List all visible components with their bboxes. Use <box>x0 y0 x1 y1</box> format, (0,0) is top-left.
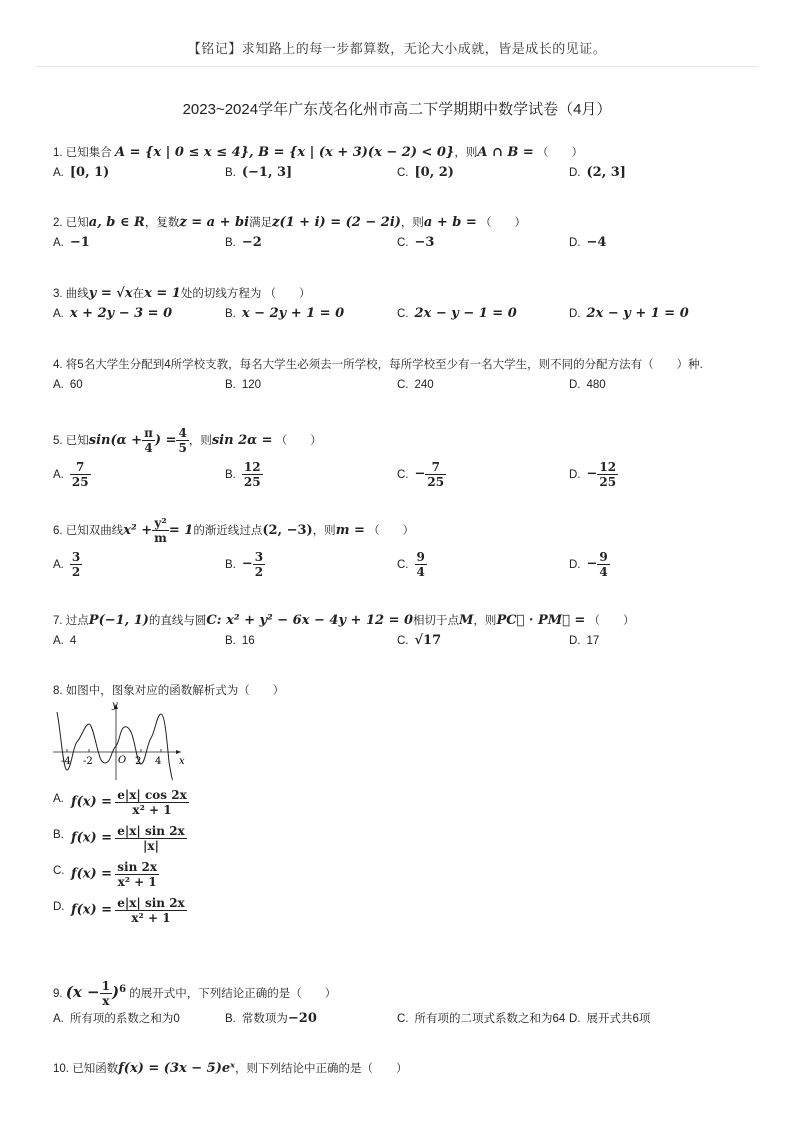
math-expression: y = √x <box>88 286 133 301</box>
question-number: 3. <box>53 288 63 300</box>
question-number: 9. <box>53 987 63 1000</box>
math-expression: C: x² + y² − 6x − 4y + 12 = 0 <box>206 613 414 628</box>
denominator: 5 <box>178 441 187 456</box>
motto-header: 【铭记】求知路上的每一步都算数，无论大小成就，皆是成长的见证。 <box>187 42 607 57</box>
question-number: 5. <box>53 435 63 447</box>
tick-label: -4 <box>61 756 71 767</box>
x-axis-label: x <box>179 756 185 767</box>
option-label: B. <box>225 468 236 481</box>
option-label: C. <box>397 167 409 179</box>
option-value: −4 <box>586 235 607 250</box>
option-sign: − <box>414 466 426 482</box>
y-axis-label: y <box>112 702 118 711</box>
math-expression: f(x) = (3x − 5)eˣ <box>118 1061 236 1076</box>
option-c[interactable] <box>397 234 434 252</box>
option-label: A. <box>53 167 64 179</box>
x-axis-arrow <box>176 750 181 754</box>
option-b[interactable] <box>225 376 261 394</box>
option-value: [0, 2) <box>414 165 454 180</box>
question-text: 满足 <box>249 217 273 229</box>
numerator: 3 <box>254 550 264 564</box>
option-c[interactable] <box>53 860 753 896</box>
question-number: 2. <box>53 217 63 229</box>
answer-blank: （ ） <box>480 217 527 229</box>
option-label: B. <box>225 1013 236 1025</box>
denominator: m <box>154 531 167 546</box>
option-label: A. <box>53 308 64 320</box>
question-text: 处的切线方程为 <box>180 288 262 300</box>
option-fraction <box>597 550 609 579</box>
option-label: B. <box>225 635 236 647</box>
question-text: 的渐近线过点 <box>193 525 263 537</box>
options <box>53 234 753 254</box>
option-value: 所有项的系数之和为0 <box>69 1013 180 1025</box>
denominator: 4 <box>416 565 425 579</box>
option-label: C. <box>397 558 409 571</box>
option-d[interactable] <box>569 164 626 182</box>
option-value: −2 <box>241 235 262 250</box>
question-text: 已知 <box>65 435 89 447</box>
question-text: 的直线与圆 <box>148 615 207 627</box>
option-label: C. <box>397 468 409 481</box>
option-value: −1 <box>69 235 90 250</box>
question-number: 4. <box>53 359 63 371</box>
option-a[interactable] <box>53 164 109 182</box>
option-label: C. <box>397 237 409 249</box>
option-a[interactable] <box>53 234 90 252</box>
math-expression: P(−1, 1) <box>88 613 149 628</box>
tick-label: 4 <box>155 756 162 767</box>
question-number: 1. <box>53 147 63 159</box>
fraction <box>142 426 155 455</box>
question-number: 6. <box>53 525 63 537</box>
question-number: 7. <box>53 615 63 627</box>
question-text: ，则 <box>400 217 424 229</box>
question-9 <box>53 972 753 1030</box>
question-6 <box>53 514 753 586</box>
option-value: [0, 1) <box>69 165 110 180</box>
math-expression: A ∩ B = <box>477 145 534 160</box>
function-name: f(x) = <box>71 866 113 882</box>
answer-blank: （ ） <box>536 147 583 159</box>
option-a[interactable] <box>53 632 76 650</box>
math-expression: (x − <box>65 982 100 1001</box>
numerator: e|x| cos 2x <box>117 788 187 802</box>
option-label: D. <box>569 237 581 249</box>
header-divider <box>36 66 758 67</box>
numerator: 1 <box>101 979 110 994</box>
function-curve <box>57 712 173 780</box>
option-a[interactable] <box>53 788 753 824</box>
option-label: A. <box>53 468 64 481</box>
options <box>53 164 753 184</box>
option-value: 展开式共6项 <box>586 1013 651 1025</box>
option-label: A. <box>53 793 64 805</box>
exponent: 6 <box>119 984 127 995</box>
option-b[interactable] <box>225 164 292 182</box>
numerator: 12 <box>599 460 617 474</box>
math-expression: = 1 <box>168 523 194 538</box>
option-label: C. <box>397 379 409 391</box>
option-d[interactable] <box>569 632 599 650</box>
origin-label: O <box>118 755 127 766</box>
option-c[interactable] <box>397 632 441 650</box>
option-fraction <box>253 550 265 579</box>
question-text: ，则 <box>312 525 336 537</box>
question-10 <box>53 1060 753 1078</box>
option-b[interactable] <box>225 550 265 579</box>
question-text: 已知 <box>65 217 89 229</box>
math-expression: (2, −3) <box>262 523 313 538</box>
option-label: C. <box>397 635 409 647</box>
denominator: |x| <box>143 839 159 853</box>
question-text: 将5名大学生分配到4所学校支教，每名大学生必须去一所学校，每所学校至少有一名大学生，则不同的分配方法有（ ）种. <box>65 359 703 371</box>
option-label: C. <box>397 308 409 320</box>
math-expression: x = 1 <box>144 286 181 301</box>
numerator: 9 <box>599 550 608 564</box>
numerator: e|x| sin 2x <box>117 896 185 910</box>
option-b[interactable] <box>225 1010 317 1028</box>
option-a[interactable] <box>53 1010 180 1028</box>
option-sign: − <box>586 556 598 572</box>
option-value: 17 <box>586 635 600 647</box>
numerator: sin 2x <box>117 860 158 874</box>
math-expression: m = <box>335 523 365 538</box>
option-label: A. <box>53 1013 64 1025</box>
question-text: ，则 <box>473 615 497 627</box>
question-8 <box>53 682 753 932</box>
option-value: 2x − y + 1 = 0 <box>586 306 689 321</box>
question-5 <box>53 424 753 496</box>
math-expression: ) <box>112 982 120 1001</box>
fraction <box>100 979 112 1008</box>
denominator: 25 <box>243 475 261 489</box>
option-c[interactable] <box>397 376 434 394</box>
option-label: B. <box>225 308 236 320</box>
question-text: ，复数 <box>144 217 180 229</box>
denominator: 2 <box>71 565 81 579</box>
option-fraction <box>115 824 186 853</box>
numerator: 12 <box>243 460 261 474</box>
question-text: 的展开式中，下列结论正确的是（ ） <box>129 987 337 1000</box>
option-value: 480 <box>586 379 606 391</box>
option-fraction <box>115 860 159 889</box>
numerator: 4 <box>178 426 187 441</box>
option-d[interactable] <box>569 1010 650 1028</box>
option-b[interactable] <box>225 632 255 650</box>
numerator: 9 <box>416 550 425 564</box>
question-text: 已知集合 <box>65 147 112 159</box>
answer-blank: （ ） <box>275 435 322 447</box>
option-label: D. <box>569 558 581 571</box>
option-label: A. <box>53 558 64 571</box>
numerator: e|x| sin 2x <box>117 824 185 838</box>
option-label: A. <box>53 379 64 391</box>
option-label: D. <box>569 468 581 481</box>
option-a[interactable] <box>53 376 83 394</box>
option-label: A. <box>53 635 64 647</box>
option-label: D. <box>569 308 581 320</box>
exam-title: 2023~2024学年广东茂名化州市高二下学期期中数学试卷（4月） <box>182 101 612 118</box>
option-c[interactable] <box>397 1010 565 1028</box>
denominator: 4 <box>144 441 153 456</box>
option-value: (−1, 3] <box>241 165 293 180</box>
math-expression: M <box>459 613 474 628</box>
option-fraction <box>115 788 188 817</box>
option-value: 240 <box>414 379 434 391</box>
numerator: 7 <box>70 460 91 475</box>
option-d[interactable] <box>569 305 689 323</box>
math-expression: sin(α + <box>88 433 143 448</box>
option-fraction <box>242 460 263 489</box>
option-value: 16 <box>241 635 255 647</box>
option-d[interactable] <box>569 550 610 579</box>
option-expression <box>71 860 159 889</box>
option-b[interactable] <box>53 824 753 860</box>
option-math: −20 <box>287 1011 317 1026</box>
math-expression: sin 2α = <box>211 433 273 448</box>
option-d[interactable] <box>569 460 618 489</box>
denominator: x² + 1 <box>117 875 157 889</box>
denominator: 2 <box>254 565 264 579</box>
option-value: 2x − y − 1 = 0 <box>414 306 517 321</box>
option-c[interactable] <box>397 305 517 323</box>
question-text: 相切于点 <box>413 615 460 627</box>
option-value: 常数项为 <box>241 1013 288 1025</box>
answer-blank: （ ） <box>368 525 415 537</box>
option-expression <box>71 896 187 925</box>
math-expression: x² + <box>123 523 153 538</box>
function-name: f(x) = <box>71 902 113 918</box>
option-label: C. <box>53 865 65 877</box>
option-sign: − <box>241 556 253 572</box>
option-fraction <box>415 550 427 579</box>
options <box>53 632 753 652</box>
tick-label: 2 <box>135 756 142 767</box>
question-text: 如图中，图象对应的函数解析式为（ ） <box>65 685 285 697</box>
math-expression: a + b = <box>423 215 477 230</box>
option-fraction <box>115 896 186 925</box>
option-b[interactable] <box>225 234 262 252</box>
denominator: x² + 1 <box>131 911 171 925</box>
question-text: ，则下列结论中正确的是（ ） <box>235 1063 408 1075</box>
math-expression: z = a + bi <box>179 215 250 230</box>
option-b[interactable] <box>225 460 263 489</box>
question-text: 在 <box>132 288 145 300</box>
function-name: f(x) = <box>71 794 113 810</box>
answer-blank: （ ） <box>588 615 635 627</box>
option-expression <box>71 824 187 853</box>
function-name: f(x) = <box>71 830 113 846</box>
option-label: D. <box>569 379 581 391</box>
option-label: D. <box>569 1013 581 1025</box>
math-expression: a, b ∈ R <box>88 215 145 230</box>
denominator: 4 <box>599 565 608 579</box>
option-fraction <box>70 550 82 579</box>
option-c[interactable] <box>397 550 427 579</box>
math-expression: ) = <box>154 433 177 448</box>
option-label: B. <box>225 167 236 179</box>
option-sign: − <box>586 466 598 482</box>
tick-label: -2 <box>83 756 93 767</box>
question-7 <box>53 612 753 652</box>
option-label: D. <box>569 167 581 179</box>
option-b[interactable] <box>225 305 344 323</box>
option-value: 所有项的二项式系数之和为64 <box>414 1013 566 1025</box>
options <box>53 550 753 586</box>
question-2 <box>53 214 753 254</box>
option-value: 60 <box>69 379 83 391</box>
option-value: −3 <box>414 235 435 250</box>
math-expression: PC⃗ · PM⃗ = <box>496 613 586 628</box>
options <box>53 788 753 932</box>
option-label: D. <box>569 635 581 647</box>
question-text: 已知函数 <box>72 1063 119 1075</box>
denominator: x² + 1 <box>132 803 172 817</box>
option-a[interactable] <box>53 305 172 323</box>
option-c[interactable] <box>397 460 446 489</box>
option-fraction <box>597 460 618 489</box>
options <box>53 305 753 325</box>
question-text: 已知双曲线 <box>65 525 124 537</box>
option-label: B. <box>53 829 64 841</box>
option-label: B. <box>225 237 236 249</box>
question-text: ，则 <box>454 147 478 159</box>
question-4 <box>53 356 753 396</box>
math-expression: A = {x | 0 ≤ x ≤ 4}, B = {x | (x + 3)(x − 2) < 0} <box>115 145 455 160</box>
denominator: 25 <box>71 475 89 489</box>
option-value: 120 <box>241 379 262 391</box>
answer-blank: （ ） <box>264 288 311 300</box>
denominator: x <box>102 994 110 1009</box>
option-d[interactable] <box>569 234 606 252</box>
numerator: 7 <box>425 460 446 475</box>
option-value: √17 <box>414 633 442 648</box>
option-label: A. <box>53 237 64 249</box>
options <box>53 1010 753 1030</box>
function-graph <box>53 702 188 782</box>
question-3 <box>53 285 753 325</box>
question-1 <box>53 144 753 184</box>
options <box>53 460 753 496</box>
numerator: 3 <box>71 550 81 564</box>
denominator: 25 <box>599 475 617 489</box>
option-value: x + 2y − 3 = 0 <box>69 306 173 321</box>
option-expression <box>71 788 189 817</box>
option-label: C. <box>397 1013 409 1025</box>
question-number: 10. <box>53 1063 69 1075</box>
option-a[interactable] <box>53 550 82 579</box>
options <box>53 376 753 396</box>
option-d[interactable] <box>53 896 753 932</box>
math-expression: z(1 + i) = (2 − 2i) <box>272 215 401 230</box>
option-label: B. <box>225 558 236 571</box>
fraction <box>152 516 169 545</box>
option-label: D. <box>53 901 65 913</box>
option-value: x − 2y + 1 = 0 <box>241 306 345 321</box>
option-value: 4 <box>69 635 77 647</box>
question-number: 8. <box>53 685 63 697</box>
question-text: ，则 <box>188 435 212 447</box>
option-d[interactable] <box>569 376 606 394</box>
option-c[interactable] <box>397 164 454 182</box>
question-text: 曲线 <box>65 288 89 300</box>
option-value: (2, 3] <box>586 165 626 180</box>
numerator: π <box>144 426 153 441</box>
denominator: 25 <box>427 475 445 489</box>
option-fraction <box>425 460 446 489</box>
option-a[interactable] <box>53 460 91 489</box>
option-fraction <box>70 460 91 489</box>
fraction <box>176 426 188 455</box>
numerator: y² <box>152 516 169 531</box>
question-text: 过点 <box>65 615 89 627</box>
option-label: B. <box>225 379 236 391</box>
